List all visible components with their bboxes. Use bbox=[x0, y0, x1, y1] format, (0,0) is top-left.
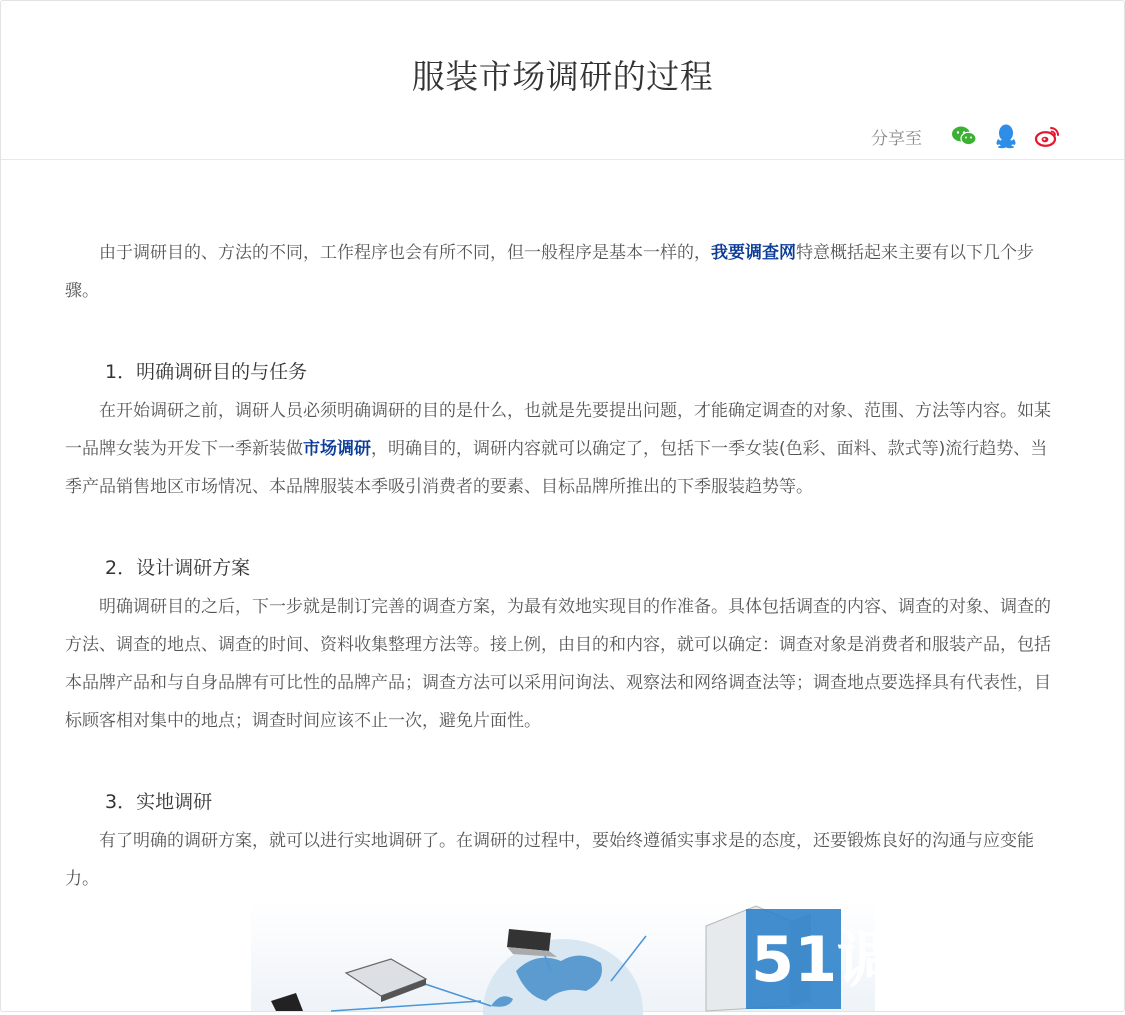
weibo-icon[interactable] bbox=[1034, 123, 1062, 149]
section-paragraph-2: 明确调研目的之后，下一步就是制订完善的调查方案，为最有效地实现目的作准备。具体包括调查的内容、调查的对象、调查的方法、调查的地点、调查的时间、资料收集整理方法等。接上例，由目的和内容，就可以确定：调查对象是消费者和服装产品，包括本品牌产品和与自身品牌有可比性的品牌产品；调查方法可以采用问询法、观察法和网络调查法等；调查地点要选择具有代表性，目标顾客相对集中的地点；调查时间应该不止一次，避免片面性。 bbox=[65, 597, 1051, 731]
network-globe-illustration bbox=[251, 901, 962, 1011]
wechat-icon[interactable] bbox=[950, 123, 978, 149]
section-paragraph-1: 在开始调研之前，调研人员必须明确调研的目的是什么，也就是先要提出问题，才能确定调查的对象、范围、方法等内容。如某一品牌女装为开发下一季新装做市场调研，明确目的，调研内容就可以确定了，包括下一季女装(色彩、面料、款式等)流行趋势、当季产品销售地区市场情况、本品牌服装本季吸引消费者的要素、目标品牌所推出的下季服装趋势等。 bbox=[65, 401, 1051, 497]
article-image bbox=[251, 901, 962, 1011]
article-body bbox=[65, 234, 1063, 898]
share-label: 分享至 bbox=[871, 128, 922, 149]
keyword-link-51diaocha[interactable]: 我要调查网 bbox=[711, 243, 796, 263]
intro-paragraph: 由于调研目的、方法的不同，工作程序也会有所不同，但一般程序是基本一样的，我要调查网特意概括起来主要有以下几个步骤。 bbox=[65, 243, 1034, 301]
article-header bbox=[1, 1, 1124, 160]
share-bar bbox=[871, 123, 1062, 149]
section-paragraph-3: 有了明确的调研方案，就可以进行实地调研了。在调研的过程中，要始终遵循实事求是的态度，还要锻炼良好的沟通与应变能力。 bbox=[65, 831, 1034, 889]
page-title: 服装市场调研的过程 bbox=[411, 57, 714, 96]
qq-icon[interactable] bbox=[992, 123, 1020, 149]
section-heading-3: 3．实地调研 bbox=[105, 791, 213, 813]
section-heading-2: 2．设计调研方案 bbox=[105, 557, 251, 579]
keyword-link-market-research[interactable]: 市场调研 bbox=[303, 439, 371, 459]
section-heading-1: 1．明确调研目的与任务 bbox=[105, 361, 308, 383]
figure-logo-text: 51调查 bbox=[751, 923, 962, 996]
